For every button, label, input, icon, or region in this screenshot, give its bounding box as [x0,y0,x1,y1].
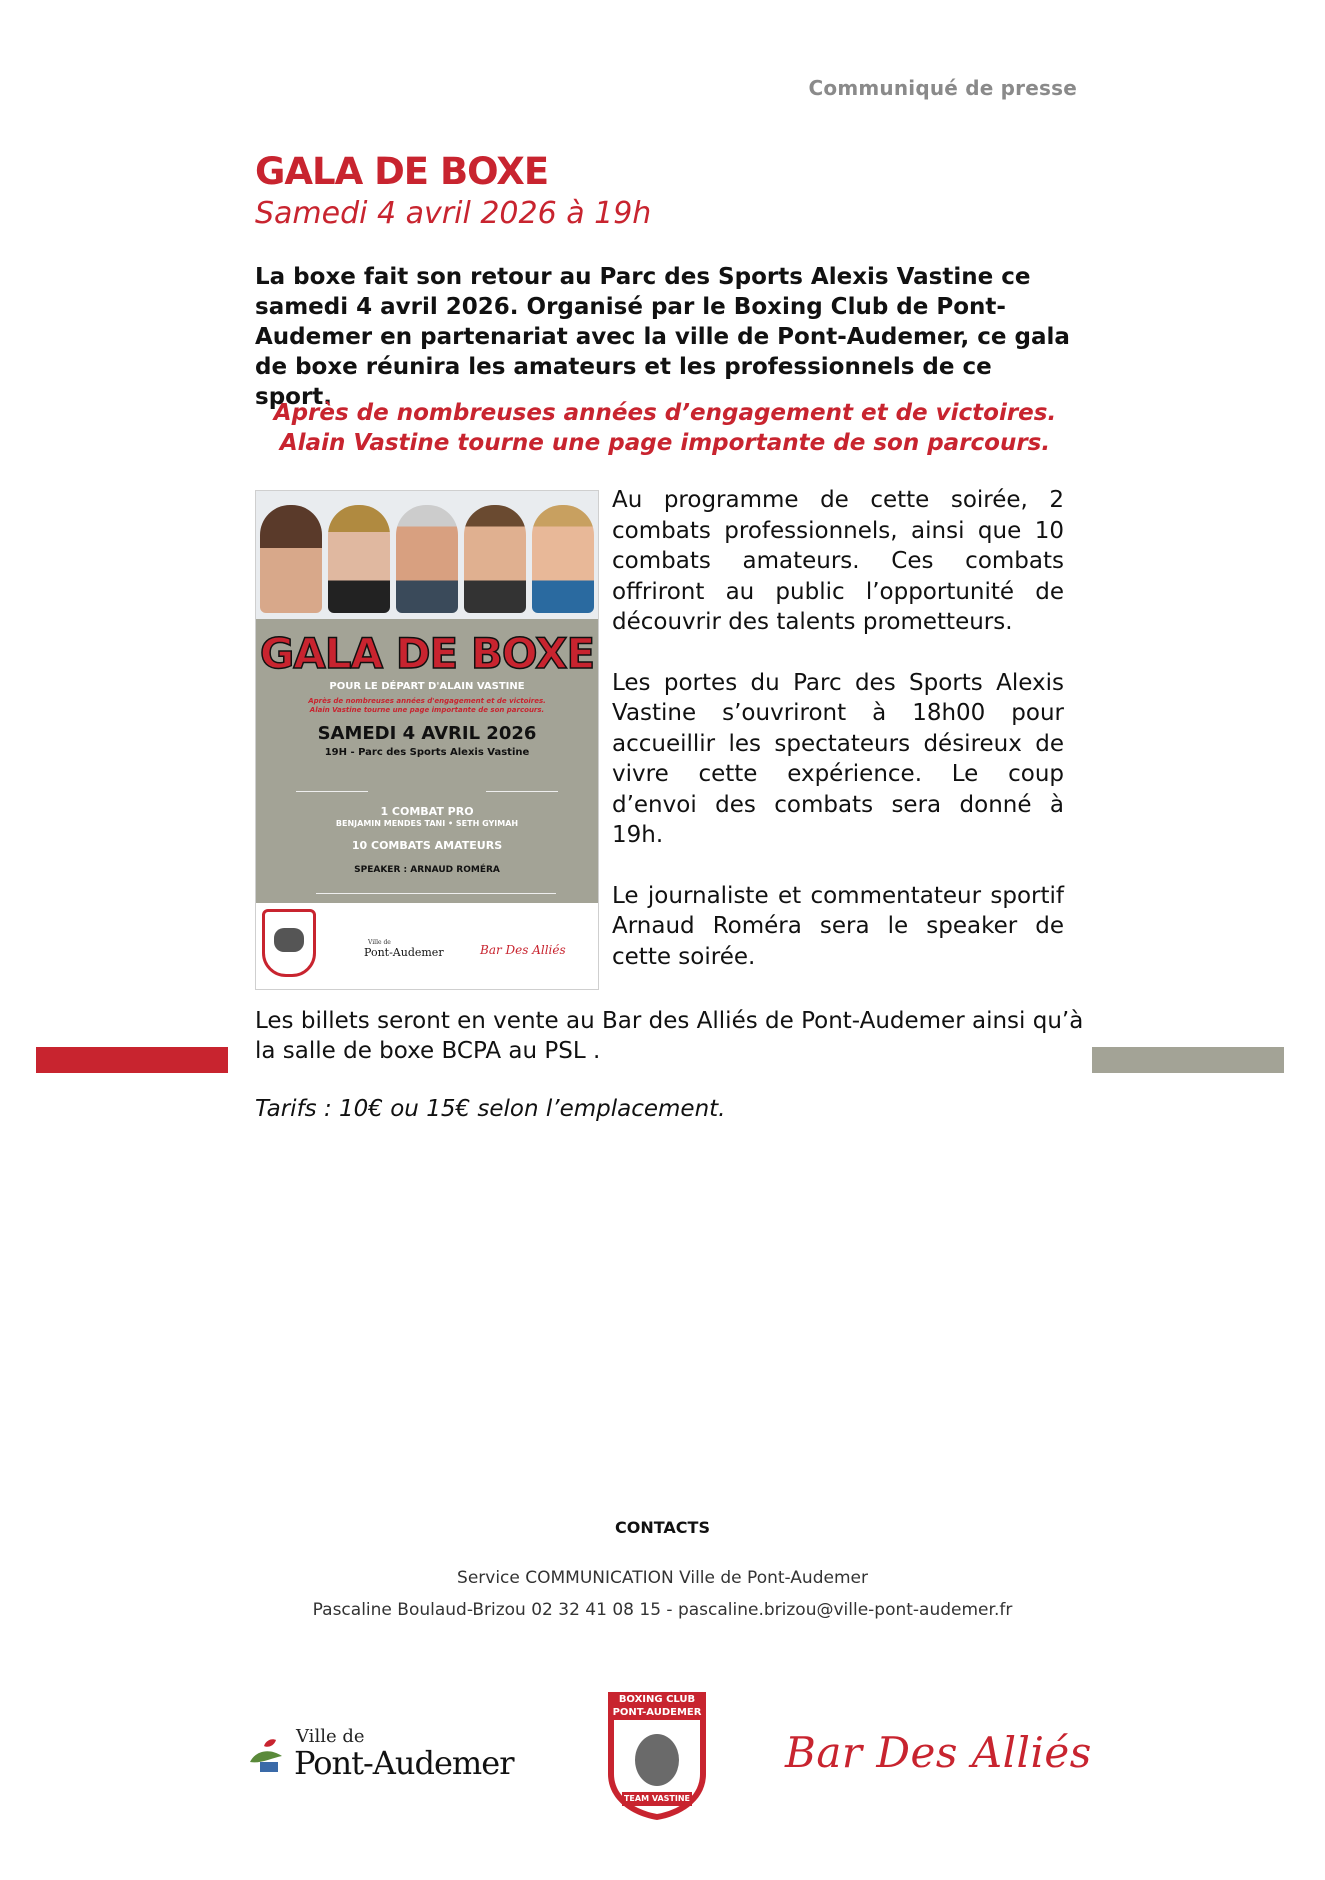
contact-service: Service COMMUNICATION Ville de Pont-Audemer [457,1568,868,1588]
event-date-subtitle: Samedi 4 avril 2026 à 19h [255,196,652,231]
logo-boxing-club [602,1688,712,1822]
quote-line-2: Alain Vastine tourne une page importante de son parcours. [279,430,1051,456]
poster-amateur-fights: 10 COMBATS AMATEURS [351,839,503,852]
portrait-3 [396,505,458,613]
event-poster [255,490,599,990]
logo-ville-small-text: Ville de [296,1726,365,1747]
doors-paragraph: Les portes du Parc des Sports Alexis Vastine s’ouvriront à 18h00 pour accueillir les spectateurs désireux de vivre cette expérience. Le coup d’envoi des combats sera donné à 19h. [612,669,1064,848]
club-team-name: TEAM VASTINE [623,1794,691,1803]
poster-divider-bottom [316,893,556,894]
poster-divider-left [296,791,368,792]
decorative-bar-red [36,1047,228,1073]
poster-logo-ville-small: Ville de [368,939,391,946]
poster-photo-strip [256,491,598,619]
program-paragraph: Au programme de cette soirée, 2 combats professionnels, ainsi que 10 combats amateurs. Ces combats offriront au public l’opportunité de découvrir des talents prometteurs. [612,487,1064,635]
poster-subtitle: POUR LE DÉPART D'ALAIN VASTINE [329,681,525,692]
club-name-top: BOXING CLUB [618,1694,696,1705]
highlight-quote [255,398,1075,458]
portrait-1 [260,505,322,613]
tickets-paragraph: Les billets seront en vente au Bar des Alliés de Pont-Audemer ainsi qu’à la salle de boxe BCPA au PSL . [255,1008,1084,1064]
event-details [612,485,1064,1002]
leaf-icon [246,1736,286,1776]
contact-person: Pascaline Boulaud-Brizou 02 32 41 08 15 - pascaline.brizou@ville-pont-audemer.fr [312,1600,1013,1620]
club-name-city: PONT-AUDEMER [612,1707,702,1718]
poster-place: 19H - Parc des Sports Alexis Vastine [324,747,530,758]
document-type-label: Communiqué de presse [808,76,1077,100]
poster-tagline-1: Après de nombreuses années d'engagement et de victoires. [308,697,546,705]
quote-line-1: Après de nombreuses années d’engagement et de victoires. [273,400,1057,426]
logo-ville-name: Pont-Audemer [294,1744,514,1782]
portrait-2 [328,505,390,613]
portrait-4 [464,505,526,613]
page-title: GALA DE BOXE [255,150,549,193]
logo-bar-des-allies: Bar Des Alliés [785,1728,1092,1777]
poster-tagline-2: Alain Vastine tourne une page importante de son parcours. [309,706,545,714]
poster-logo-bar: Bar Des Alliés [480,943,566,957]
poster-fighters: BENJAMIN MENDES TANI • SETH GYIMAH [335,819,519,828]
contacts-heading: CONTACTS [615,1518,710,1537]
logo-ville-pont-audemer [246,1726,526,1796]
speaker-paragraph: Le journaliste et commentateur sportif Arnaud Roméra sera le speaker de cette soirée. [612,882,1064,970]
decorative-bar-grey [1092,1047,1284,1073]
poster-date: SAMEDI 4 AVRIL 2026 [317,723,537,744]
portrait-5 [532,505,594,613]
poster-club-badge [262,909,316,977]
poster-speaker: SPEAKER : ARNAUD ROMÉRA [354,865,500,875]
poster-logo-ville: Pont-Audemer [364,946,444,959]
poster-pro-fight: 1 COMBAT PRO [380,805,474,818]
pricing-line: Tarifs : 10€ ou 15€ selon l’emplacement. [255,1096,726,1122]
poster-title: GALA DE BOXE [259,629,595,678]
lead-paragraph: La boxe fait son retour au Parc des Sports Alexis Vastine ce samedi 4 avril 2026. Organisé par le Boxing Club de Pont-Audemer en partenariat avec la ville de Pont-Audemer, ce gala de boxe réunira les amateurs et les professionnels de ce sport. [255,264,1070,410]
poster-divider-right [486,791,558,792]
